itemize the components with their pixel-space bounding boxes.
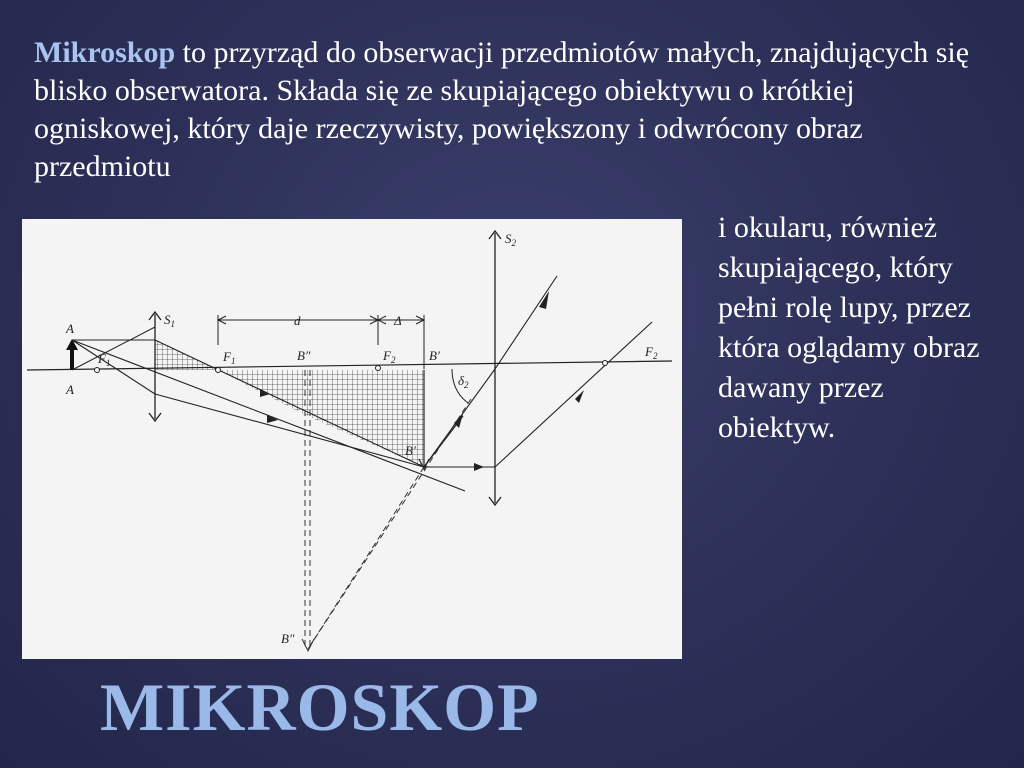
label-delta: Δ [394, 313, 402, 328]
label-b-prime-low: B′ [405, 443, 416, 458]
label-f1-left: $F_1$ [98, 351, 111, 368]
label-b-prime-top: B′ [429, 348, 440, 363]
label-delta2: $\delta_2$ [458, 373, 469, 390]
microscope-ray-diagram [22, 219, 682, 659]
label-a-bottom: A [66, 382, 74, 397]
intro-paragraph [34, 34, 994, 186]
side-paragraph: i okularu, również skupiającego, który pełni rolę lupy, przez która oglądamy obraz dawany przez obiektyw. [718, 211, 980, 444]
slide-title: MIKROSKOP [100, 669, 540, 745]
label-s2: $S_2$ [505, 231, 516, 248]
intro-term: Mikroskop [34, 36, 176, 69]
optical-axis [27, 361, 672, 370]
label-b-double-top: B″ [297, 348, 311, 363]
label-f2-mid: $F_2$ [383, 348, 396, 365]
label-f1-mid: $F_1$ [223, 349, 236, 366]
label-s1: $S_1$ [164, 312, 175, 329]
label-f2-right: $F_2$ [645, 344, 658, 361]
intro-text: to przyrząd do obserwacji przedmiotów małych, znajdujących się blisko obserwatora. Składa się ze skupiającego obiektywu o krótkiej ogniskowej, który daje rzeczywisty, powiększony i odwrócony obraz przedmiotu [34, 36, 970, 183]
label-a-top: A [66, 321, 74, 336]
ray-diagram-svg [22, 219, 682, 659]
label-d: d [294, 313, 301, 328]
label-b-double-bottom: B″ [281, 631, 295, 646]
